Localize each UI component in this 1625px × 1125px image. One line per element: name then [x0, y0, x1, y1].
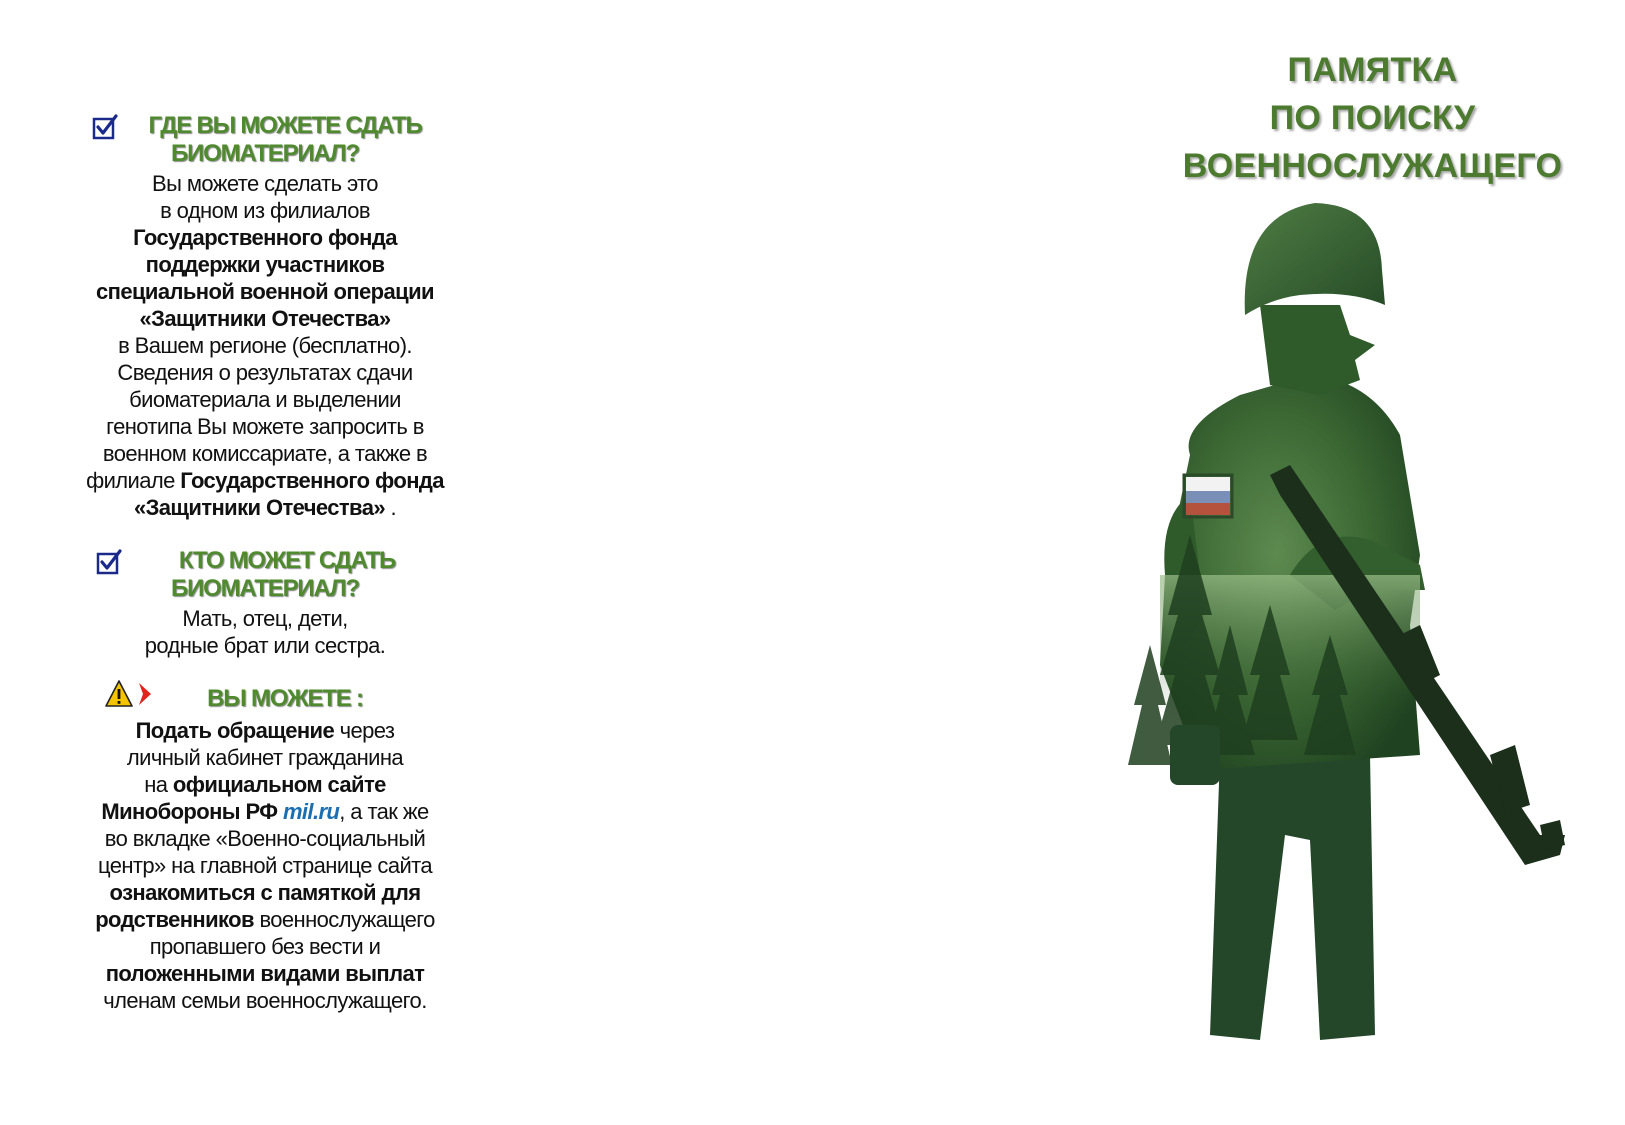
text-line: во вкладке «Военно-социальный: [104, 826, 426, 851]
section-body: [60, 170, 470, 521]
cover-panel: [1120, 0, 1625, 1125]
heading-line: КТО МОЖЕТ СДАТЬ: [178, 547, 396, 574]
heading-line: БИОМАТЕРИАЛ?: [171, 140, 359, 167]
section-where-to-donate: [60, 112, 470, 521]
text-line: военном комиссариате, а также в: [102, 441, 428, 466]
text-line: [60, 467, 470, 494]
section-you-can: [60, 685, 470, 1014]
title-line: ПАМЯТКА: [1287, 51, 1458, 89]
text-line: пропавшего без вести и: [149, 934, 381, 959]
text-line: Сведения о результатах сдачи: [117, 360, 413, 385]
text-span: филиале: [86, 468, 181, 493]
text-line: генотипа Вы можете запросить в: [106, 414, 424, 439]
section-body: [60, 717, 470, 1014]
left-panel: [60, 112, 470, 1040]
text-span: через: [334, 718, 395, 743]
warning-group: [104, 679, 164, 711]
soldier-silhouette-image: [1120, 195, 1625, 1065]
text-line: членам семьи военнослужащего.: [103, 988, 427, 1013]
text-span: .: [384, 495, 396, 520]
checkbox-checked-icon: [92, 114, 118, 140]
heading-line: ГДЕ ВЫ МОЖЕТЕ СДАТЬ: [148, 112, 422, 139]
section-who-can-donate: [60, 547, 470, 659]
text-span: официальном сайте: [172, 772, 386, 797]
text-line: Вы можете сделать это: [152, 171, 378, 196]
text-line: поддержки участников: [145, 252, 385, 277]
text-line: [60, 798, 470, 825]
section-heading: [60, 112, 470, 168]
heading-line: ВЫ МОЖЕТЕ :: [207, 685, 363, 712]
text-span: «Защитники Отечества»: [133, 495, 385, 520]
text-line: специальной военной операции: [96, 279, 434, 304]
warning-triangle-icon: [104, 679, 134, 709]
text-line: [60, 771, 470, 798]
text-line: в одном из филиалов: [160, 198, 370, 223]
mil-ru-link[interactable]: mil.ru: [282, 799, 340, 824]
russian-flag-icon: [1184, 475, 1232, 517]
section-heading: [60, 547, 470, 603]
title-line: ПО ПОИСКУ: [1269, 99, 1476, 137]
text-line: в Вашем регионе (бесплатно).: [118, 333, 412, 358]
text-line: [60, 494, 470, 521]
text-span: Государственного фонда: [180, 468, 444, 493]
heading-line: БИОМАТЕРИАЛ?: [171, 575, 359, 602]
text-span: Минобороны РФ: [101, 799, 283, 824]
text-line: личный кабинет гражданина: [126, 745, 404, 770]
text-span: на: [144, 772, 173, 797]
text-span: Подать обращение: [135, 718, 335, 743]
text-span: , а так же: [339, 799, 429, 824]
text-span: военнослужащего: [253, 907, 435, 932]
text-line: биоматериала и выделении: [129, 387, 401, 412]
cover-title: [1120, 46, 1625, 190]
text-line: ознакомиться с памяткой для: [109, 880, 421, 905]
text-line: центр» на главной странице сайта: [97, 853, 433, 878]
text-line: положенными видами выплат: [105, 961, 425, 986]
text-line: Мать, отец, дети,: [182, 606, 348, 631]
checkbox-checked-icon: [96, 549, 122, 575]
title-line: ВОЕННОСЛУЖАЩЕГО: [1182, 147, 1563, 185]
section-body: [60, 605, 470, 659]
text-line: [60, 717, 470, 744]
text-line: родные брат или сестра.: [144, 633, 386, 658]
red-chevron-icon: [136, 681, 154, 707]
text-line: «Защитники Отечества»: [139, 306, 391, 331]
text-line: Государственного фонда: [133, 225, 397, 250]
text-span: родственников: [95, 907, 254, 932]
text-line: [60, 906, 470, 933]
section-heading: [60, 685, 470, 713]
